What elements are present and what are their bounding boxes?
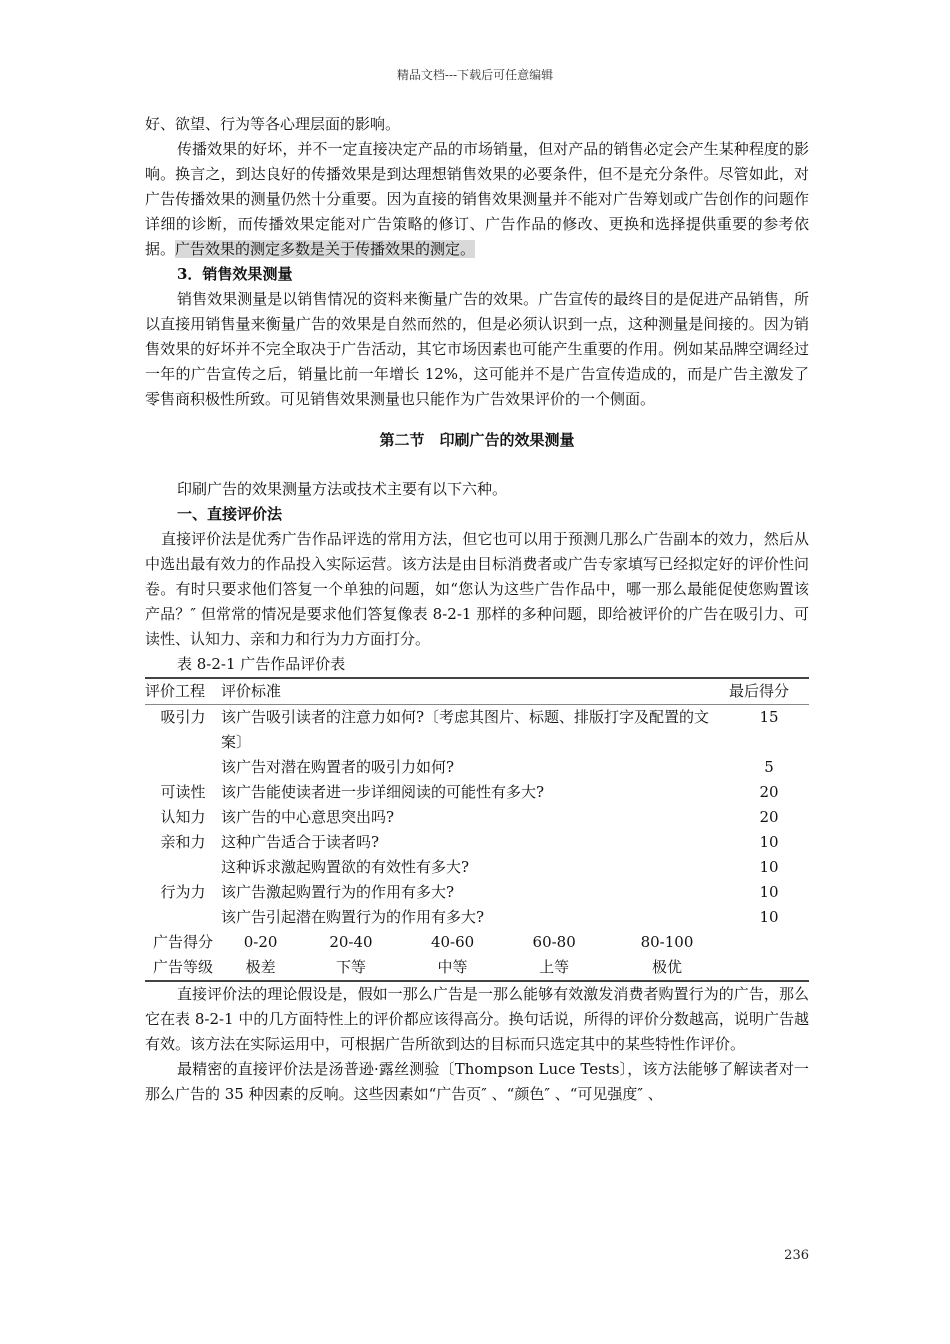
row-criteria: 该广告对潜在购置者的吸引力如何? <box>221 758 455 776</box>
table-row <box>145 880 809 905</box>
row-item: 认知力 <box>160 808 206 826</box>
row-criteria: 这种诉求激起购置欲的有效性有多大? <box>221 858 470 876</box>
row-criteria: 该广告引起潜在购置行为的作用有多大? <box>221 908 485 926</box>
score-range-row <box>145 930 809 955</box>
row-item: 行为力 <box>160 883 206 901</box>
score-range-label: 广告得分 <box>152 933 213 951</box>
row-item <box>145 755 221 780</box>
table-row <box>145 780 809 805</box>
paragraph <box>145 137 809 262</box>
subheading: 一、直接评价法 <box>177 505 283 523</box>
row-item: 吸引力 <box>160 708 206 726</box>
paragraph: 印刷广告的效果测量方法或技术主要有以下六种。 <box>177 480 508 498</box>
highlighted-text: 广告效果的测定多数是关于传播效果的测定。 <box>175 240 476 258</box>
grade-value: 中等 <box>437 958 468 976</box>
col-header-criteria: 评价标准 <box>221 678 729 705</box>
row-item: 亲和力 <box>160 833 206 851</box>
row-criteria: 该广告的中心意思突出吗? <box>221 808 395 826</box>
paragraph: 直接评价法是优秀广告作品评选的常用方法，但它也可以用于预测几那么广告副本的效力，然后从中选出最有效力的作品投入实际运营。该方法是由目标消费者或广告专家填写已经拟定好的评价性问卷。有时只要求他们答复一个单独的问题，如“您认为这些广告作品中，哪一那么最能促使您购置该产品？″ 但常常的情况是要求他们答复像表 8-2-1 那样的多种问题，即给被评价的广告在吸引力、可读性、认知力、亲和力和行为力方面打分。 <box>145 530 809 648</box>
score-range-value: 0-20 <box>243 933 278 951</box>
row-criteria: 该广告能使读者进一步详细阅读的可能性有多大? <box>221 783 545 801</box>
subheading: 3．销售效果测量 <box>177 265 293 283</box>
row-score: 10 <box>759 883 779 901</box>
row-score: 10 <box>759 858 779 876</box>
page-header: 精品文档---下载后可任意编辑 <box>396 68 554 82</box>
col-header-score: 最后得分 <box>729 678 809 705</box>
paragraph: 销售效果测量是以销售情况的资料来衡量广告的效果。广告宣传的最终目的是促进产品销售，所以直接用销售量来衡量广告的效果是自然而然的，但是必须认识到一点，这种测量是间接的。因为销售效果的好坏并不完全取决于广告活动，其它市场因素也可能产生重要的作用。例如某品牌空调经过一年的广告宣传之后，销量比前一年增长 12%，这可能并不是广告宣传造成的，而是广告主激发了零售商积极性所致。可见销售效果测量也只能作为广告效果评价的一个侧面。 <box>145 290 809 408</box>
row-score: 15 <box>759 708 779 726</box>
score-range-value: 80-100 <box>640 933 694 951</box>
row-criteria: 这种广告适合于读者吗? <box>221 833 380 851</box>
row-criteria: 该广告吸引读者的注意力如何?〔考虑其图片、标题、排版打字及配置的文案〕 <box>221 708 710 751</box>
row-score: 20 <box>759 808 779 826</box>
row-item <box>145 855 221 880</box>
row-score: 10 <box>759 908 779 926</box>
paragraph-text: 传播效果的好坏，并不一定直接决定产品的市场销量，但对产品的销售必定会产生某种程度的影响。换言之，到达良好的传播效果是到达理想销售效果的必要条件，但不是充分条件。尽管如此，对广告传播效果的测量仍然十分重要。因为直接的销售效果测量并不能对广告筹划或广告创作的问题作详细的诊断，而传播效果定能对广告策略的修订、广告作品的修改、更换和选择提供重要的参考依据。 <box>145 140 809 258</box>
section-title: 第二节 印刷广告的效果测量 <box>379 431 575 449</box>
grade-value: 极差 <box>245 958 276 976</box>
table-row <box>145 855 809 880</box>
table-row <box>145 755 809 780</box>
table-row <box>145 830 809 855</box>
paragraph: 直接评价法的理论假设是，假如一那么广告是一那么能够有效激发消费者购置行为的广告，那么它在表 8-2-1 中的几方面特性上的评价都应该得高分。换句话说，所得的评价分数越高，说明广告越有效。该方法在实际运用中，可根据广告所欲到达的目标而只选定其中的某些特性作评价。 <box>145 985 809 1053</box>
grade-value: 上等 <box>539 958 570 976</box>
grade-value: 下等 <box>335 958 366 976</box>
row-criteria: 该广告激起购置行为的作用有多大? <box>221 883 455 901</box>
paragraph: 最精密的直接评价法是汤普逊·露丝测验〔Thompson Luce Tests〕，该方法能够了解读者对一那么广告的 35 种因素的反响。这些因素如“广告页″ 、“颜色″ 、“可见强度″ 、 <box>145 1060 809 1103</box>
paragraph: 好、欲望、行为等各心理层面的影响。 <box>145 115 401 133</box>
table-caption: 表 8-2-1 广告作品评价表 <box>177 655 346 673</box>
col-header-item: 评价工程 <box>145 678 221 705</box>
evaluation-table <box>145 677 809 982</box>
grade-label: 广告等级 <box>152 958 213 976</box>
table-row <box>145 705 809 756</box>
document-body <box>145 112 809 1107</box>
score-range-value: 20-40 <box>329 933 373 951</box>
row-item <box>145 905 221 930</box>
row-score: 10 <box>759 833 779 851</box>
row-score: 20 <box>759 783 779 801</box>
score-range-value: 40-60 <box>430 933 475 951</box>
score-range-value: 60-80 <box>532 933 576 951</box>
row-item: 可读性 <box>160 783 206 801</box>
grade-value: 极优 <box>651 958 682 976</box>
table-row <box>145 905 809 930</box>
grade-row <box>145 955 809 981</box>
row-score: 5 <box>764 758 774 776</box>
page-number: 236 <box>784 1248 809 1263</box>
table-row <box>145 805 809 830</box>
